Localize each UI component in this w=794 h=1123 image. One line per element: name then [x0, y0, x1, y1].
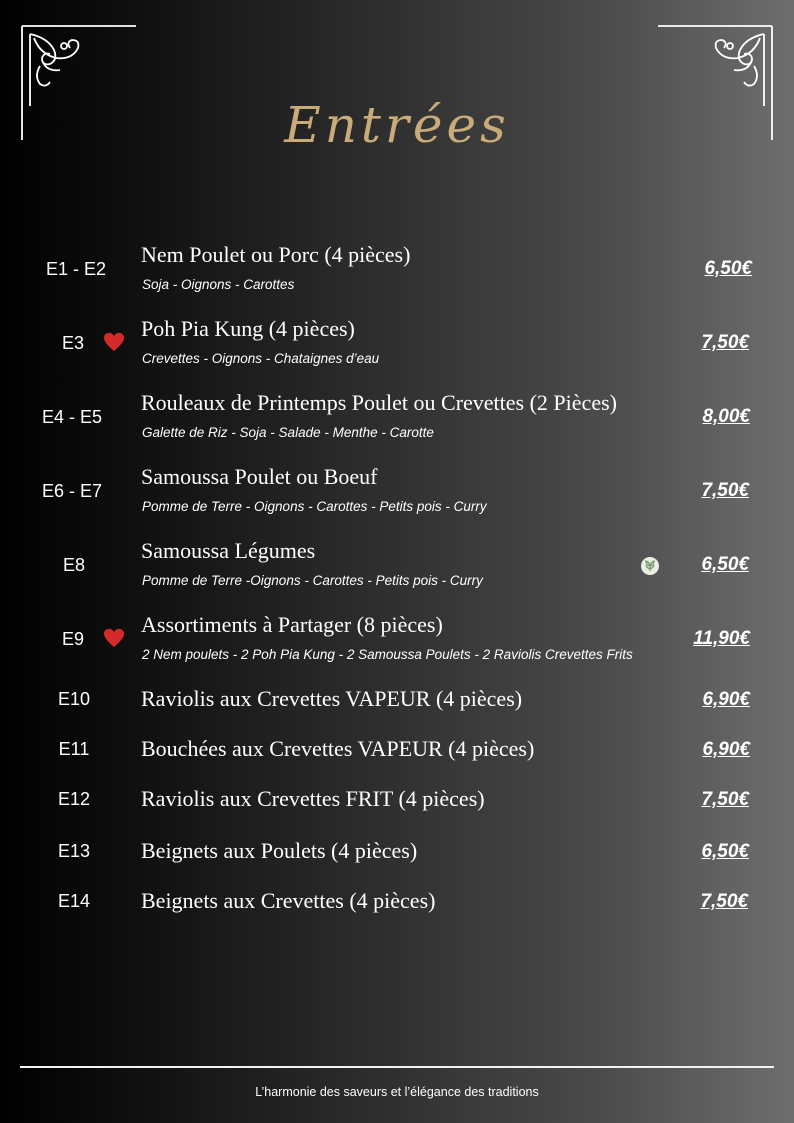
item-name: Raviolis aux Crevettes FRIT (4 pièces)	[141, 786, 485, 811]
item-price: 6,90€	[702, 739, 750, 760]
page-title: Entrées	[284, 96, 510, 154]
item-name: Raviolis aux Crevettes VAPEUR (4 pièces)	[141, 686, 523, 711]
item-price: 11,90€	[693, 628, 750, 649]
item-price: 7,50€	[700, 891, 748, 912]
heart-icon	[103, 628, 125, 648]
item-description: Crevettes - Oignons - Chataignes d’eau	[142, 351, 380, 366]
item-description: Soja - Oignons - Carottes	[142, 277, 295, 292]
item-name: Beignets aux Crevettes (4 pièces)	[141, 888, 436, 913]
item-name: Bouchées aux Crevettes VAPEUR (4 pièces)	[141, 736, 535, 761]
leaf-icon	[640, 556, 660, 576]
item-code: E13	[57, 841, 91, 861]
item-name: Samoussa Poulet ou Boeuf	[141, 464, 378, 489]
item-code: E9	[62, 629, 85, 649]
heart-icon	[103, 332, 125, 352]
item-price: 8,00€	[702, 406, 750, 427]
item-description: 2 Nem poulets - 2 Poh Pia Kung - 2 Samoussa Poulets - 2 Raviolis Crevettes Frits	[142, 647, 633, 662]
item-price: 7,50€	[701, 332, 749, 353]
item-price: 7,50€	[701, 789, 749, 810]
item-code: E4 - E5	[41, 407, 103, 427]
footer-tagline: L’harmonie des saveurs et l’élégance des traditions	[255, 1085, 539, 1099]
item-name: Beignets aux Poulets (4 pièces)	[141, 838, 418, 863]
item-price: 6,50€	[701, 841, 749, 862]
item-code: E3	[62, 333, 85, 353]
item-code: E1 - E2	[45, 259, 107, 279]
item-code: E12	[57, 789, 91, 809]
footer-divider	[20, 1066, 774, 1068]
item-code: E10	[57, 689, 91, 709]
item-name: Assortiments à Partager (8 pièces)	[141, 612, 443, 637]
item-price: 6,50€	[704, 258, 752, 279]
item-code: E11	[58, 739, 90, 759]
item-name: Rouleaux de Printemps Poulet ou Crevettes (2 Pièces)	[141, 390, 617, 415]
item-name: Poh Pia Kung (4 pièces)	[141, 316, 355, 341]
item-name: Samoussa Légumes	[141, 538, 316, 563]
item-price: 6,90€	[702, 689, 750, 710]
item-code: E8	[62, 555, 86, 575]
item-code: E6 - E7	[41, 481, 103, 501]
item-description: Pomme de Terre -Oignons - Carottes - Petits pois - Curry	[142, 573, 483, 588]
item-name: Nem Poulet ou Porc (4 pièces)	[141, 242, 411, 267]
item-code: E14	[57, 891, 91, 911]
item-description: Galette de Riz - Soja - Salade - Menthe - Carotte	[142, 425, 434, 440]
item-price: 7,50€	[701, 480, 749, 501]
item-description: Pomme de Terre - Oignons - Carottes - Petits pois - Curry	[142, 499, 487, 514]
item-price: 6,50€	[701, 554, 749, 575]
